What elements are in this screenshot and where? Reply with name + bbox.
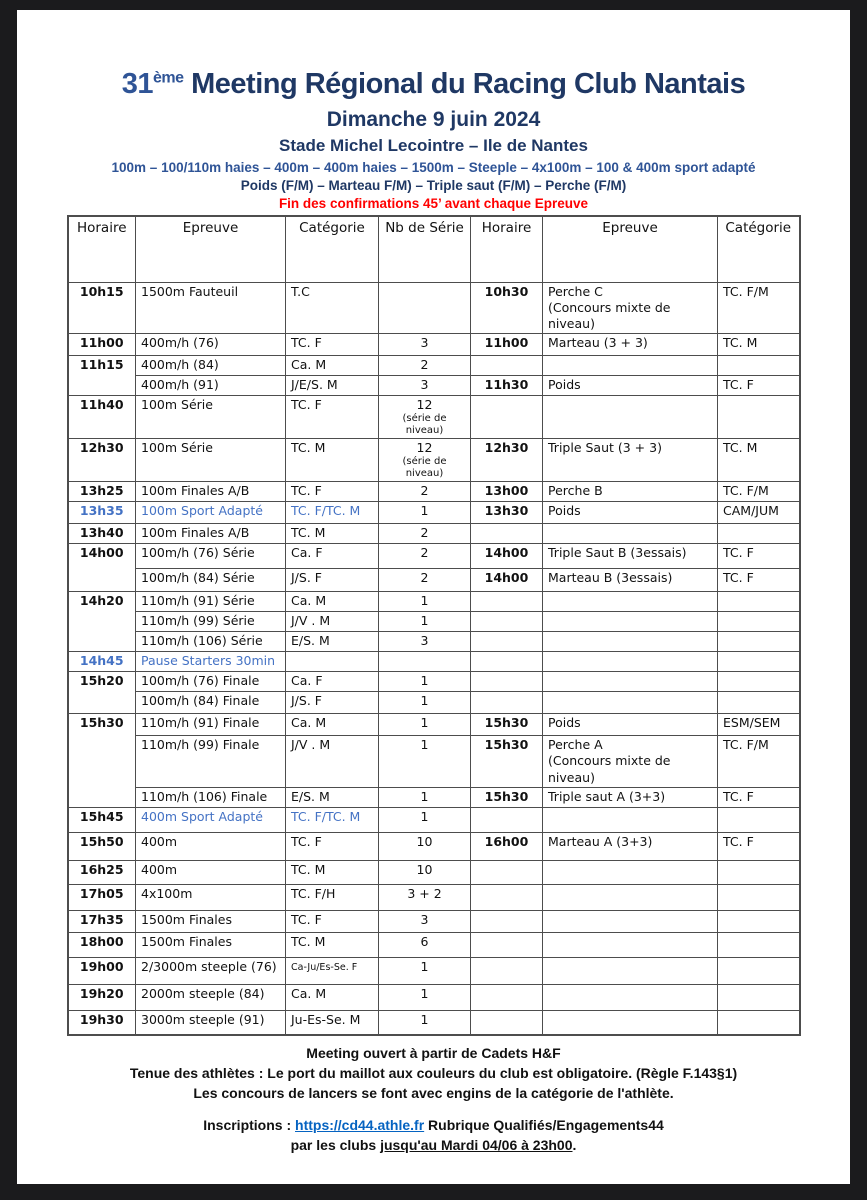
- cell-nb-serie: 2: [379, 569, 471, 592]
- table-row: [68, 672, 800, 692]
- cell-epreuve-left: 100m Finales A/B: [136, 482, 286, 502]
- cell-nb-serie: 1: [379, 592, 471, 612]
- table-row: [68, 910, 800, 932]
- cell-categorie-right: [718, 932, 800, 957]
- cell-epreuve-left: 2000m steeple (84): [136, 984, 286, 1010]
- cell-epreuve-right: [543, 692, 718, 714]
- cell-horaire-right: [471, 672, 543, 692]
- cell-categorie-right: [718, 672, 800, 692]
- inscriptions-line: [17, 1115, 850, 1135]
- cell-categorie-right: [718, 652, 800, 672]
- cell-epreuve-left: Pause Starters 30min: [136, 652, 286, 672]
- cell-categorie-right: [718, 612, 800, 632]
- table-row: [68, 395, 800, 438]
- cell-epreuve-right: [543, 356, 718, 375]
- cell-categorie-right: [718, 524, 800, 544]
- cell-categorie-right: TC. F: [718, 544, 800, 569]
- table-row: [68, 807, 800, 832]
- cell-epreuve-right: [543, 984, 718, 1010]
- table-row: [68, 884, 800, 910]
- cell-epreuve-right: Triple saut A (3+3): [543, 787, 718, 807]
- cell-horaire-left: 15h30: [68, 714, 136, 808]
- table-row: [68, 984, 800, 1010]
- cell-epreuve-right: Poids: [543, 714, 718, 736]
- cell-epreuve-right: [543, 1010, 718, 1035]
- cell-nb-serie: 1: [379, 714, 471, 736]
- cell-horaire-left: 15h45: [68, 807, 136, 832]
- cell-horaire-right: 15h30: [471, 787, 543, 807]
- footer-spacer: [17, 1103, 850, 1115]
- cell-horaire-right: [471, 1010, 543, 1035]
- column-header-horaire-left: Horaire: [68, 216, 136, 282]
- cell-horaire-left: 13h35: [68, 502, 136, 524]
- cell-horaire-left: 18h00: [68, 932, 136, 957]
- cell-nb-serie: 12 (série de niveau): [379, 395, 471, 438]
- table-row: [68, 282, 800, 334]
- cell-nb-serie: [379, 282, 471, 334]
- cell-horaire-right: 16h00: [471, 832, 543, 860]
- cell-categorie-left: TC. M: [286, 860, 379, 884]
- cell-nb-serie: 10: [379, 860, 471, 884]
- cell-horaire-right: 14h00: [471, 544, 543, 569]
- cell-categorie-left: J/V . M: [286, 612, 379, 632]
- table-row: [68, 502, 800, 524]
- cell-epreuve-right: [543, 395, 718, 438]
- cell-horaire-left: 15h50: [68, 832, 136, 860]
- cell-categorie-right: TC. F: [718, 569, 800, 592]
- table-row: [68, 714, 800, 736]
- cell-epreuve-left: 3000m steeple (91): [136, 1010, 286, 1035]
- cell-epreuve-right: Marteau A (3+3): [543, 832, 718, 860]
- cell-horaire-left: 17h35: [68, 910, 136, 932]
- cell-categorie-right: TC. M: [718, 334, 800, 356]
- cell-categorie-left: Ca. M: [286, 714, 379, 736]
- cell-epreuve-left: 100m/h (76) Série: [136, 544, 286, 569]
- cell-categorie-left: TC. F/TC. M: [286, 502, 379, 524]
- table-row: [68, 612, 800, 632]
- cell-categorie-left: TC. M: [286, 438, 379, 481]
- table-row: [68, 957, 800, 984]
- cell-categorie-right: [718, 395, 800, 438]
- cell-epreuve-right: [543, 910, 718, 932]
- cell-epreuve-left: 4x100m: [136, 884, 286, 910]
- document-footer: [17, 1043, 850, 1155]
- event-venue: Stade Michel Lecointre – Ile de Nantes: [279, 136, 588, 155]
- cell-epreuve-right: Perche A (Concours mixte de niveau): [543, 736, 718, 788]
- cell-nb-serie: 2: [379, 356, 471, 375]
- cell-epreuve-left: 400m: [136, 860, 286, 884]
- column-header-categorie-right: Catégorie: [718, 216, 800, 282]
- cell-epreuve-left: 110m/h (91) Série: [136, 592, 286, 612]
- cell-epreuve-right: [543, 860, 718, 884]
- cell-epreuve-right: Poids: [543, 502, 718, 524]
- table-row: [68, 736, 800, 788]
- cell-categorie-right: [718, 957, 800, 984]
- cell-epreuve-right: [543, 592, 718, 612]
- cell-nb-serie: 2: [379, 544, 471, 569]
- title-text: Meeting Régional du Racing Club Nantais: [183, 68, 746, 100]
- inscriptions-suffix: Rubrique Qualifiés/Engagements44: [424, 1117, 664, 1134]
- cell-categorie-left: Ca. F: [286, 544, 379, 569]
- cell-categorie-left: Ca-Ju/Es-Se. F: [286, 957, 379, 984]
- cell-horaire-left: 19h30: [68, 1010, 136, 1035]
- cell-epreuve-right: [543, 807, 718, 832]
- deadline-line: [17, 1135, 850, 1155]
- table-row: [68, 375, 800, 395]
- cell-horaire-left: 16h25: [68, 860, 136, 884]
- cell-nb-serie: 1: [379, 787, 471, 807]
- cell-epreuve-left: 100m/h (76) Finale: [136, 672, 286, 692]
- cell-nb-serie: 1: [379, 672, 471, 692]
- cell-categorie-right: [718, 807, 800, 832]
- cell-horaire-left: 15h20: [68, 672, 136, 714]
- cell-categorie-right: ESM/SEM: [718, 714, 800, 736]
- cell-epreuve-left: 100m Finales A/B: [136, 524, 286, 544]
- cell-epreuve-right: Poids: [543, 375, 718, 395]
- cell-nb-serie: 3: [379, 632, 471, 652]
- cell-horaire-left: 14h45: [68, 652, 136, 672]
- cell-nb-serie: 3: [379, 334, 471, 356]
- table-row: [68, 787, 800, 807]
- cell-epreuve-left: 400m/h (84): [136, 356, 286, 375]
- footer-note-implements: Les concours de lancers se font avec engins de la catégorie de l'athlète.: [193, 1085, 674, 1102]
- document-header: [17, 68, 850, 211]
- cell-horaire-right: [471, 932, 543, 957]
- title-edition-suffix: ème: [153, 69, 184, 87]
- cell-nb-serie: 1: [379, 612, 471, 632]
- cell-epreuve-right: Marteau (3 + 3): [543, 334, 718, 356]
- cell-epreuve-left: 110m/h (106) Finale: [136, 787, 286, 807]
- table-row: [68, 1010, 800, 1035]
- cell-horaire-left: 14h00: [68, 544, 136, 592]
- cell-categorie-left: T.C: [286, 282, 379, 334]
- cell-horaire-right: [471, 884, 543, 910]
- cell-horaire-right: [471, 692, 543, 714]
- cell-categorie-left: [286, 652, 379, 672]
- cell-horaire-right: 12h30: [471, 438, 543, 481]
- cell-nb-serie: 1: [379, 957, 471, 984]
- cell-epreuve-left: 110m/h (99) Série: [136, 612, 286, 632]
- cell-nb-serie: 3 + 2: [379, 884, 471, 910]
- column-header-epreuve-left: Epreuve: [136, 216, 286, 282]
- cell-epreuve-left: 110m/h (91) Finale: [136, 714, 286, 736]
- cell-categorie-right: [718, 592, 800, 612]
- cell-epreuve-right: [543, 884, 718, 910]
- cell-epreuve-left: 100m Série: [136, 395, 286, 438]
- cell-categorie-right: [718, 860, 800, 884]
- cell-epreuve-right: [543, 612, 718, 632]
- cell-categorie-right: TC. M: [718, 438, 800, 481]
- cell-categorie-left: J/S. F: [286, 569, 379, 592]
- cell-epreuve-right: [543, 632, 718, 652]
- cell-categorie-left: J/E/S. M: [286, 375, 379, 395]
- cell-categorie-right: TC. F/M: [718, 282, 800, 334]
- cell-nb-serie: 1: [379, 807, 471, 832]
- cell-categorie-left: TC. M: [286, 932, 379, 957]
- deadline-date: jusqu'au Mardi 04/06 à 23h00: [380, 1137, 573, 1154]
- cell-categorie-left: TC. F: [286, 832, 379, 860]
- cell-horaire-left: 11h40: [68, 395, 136, 438]
- cell-epreuve-left: 400m/h (76): [136, 334, 286, 356]
- table-row: [68, 592, 800, 612]
- table-row: [68, 482, 800, 502]
- footer-note-jersey: Tenue des athlètes : Le port du maillot aux couleurs du club est obligatoire. (Règle F.143§1): [129, 1065, 738, 1082]
- cell-epreuve-right: Marteau B (3essais): [543, 569, 718, 592]
- table-row: [68, 860, 800, 884]
- cell-epreuve-right: Perche C (Concours mixte de niveau): [543, 282, 718, 334]
- table-row: [68, 569, 800, 592]
- document-page: [17, 10, 850, 1184]
- cell-horaire-left: 17h05: [68, 884, 136, 910]
- cell-epreuve-right: Triple Saut B (3essais): [543, 544, 718, 569]
- column-header-nb-serie: Nb de Série: [379, 216, 471, 282]
- cell-horaire-left: 19h00: [68, 957, 136, 984]
- table-row: [68, 544, 800, 569]
- cell-epreuve-left: 1500m Fauteuil: [136, 282, 286, 334]
- cell-horaire-left: 10h15: [68, 282, 136, 334]
- cell-nb-serie: 1: [379, 984, 471, 1010]
- cell-epreuve-right: Perche B: [543, 482, 718, 502]
- cell-horaire-right: [471, 632, 543, 652]
- cell-categorie-right: TC. F/M: [718, 736, 800, 788]
- table-row: [68, 356, 800, 375]
- cell-epreuve-left: 100m Sport Adapté: [136, 502, 286, 524]
- cell-horaire-left: 14h20: [68, 592, 136, 652]
- cell-epreuve-left: 110m/h (99) Finale: [136, 736, 286, 788]
- event-date: Dimanche 9 juin 2024: [326, 108, 541, 131]
- cell-categorie-right: [718, 356, 800, 375]
- cell-epreuve-left: 1500m Finales: [136, 932, 286, 957]
- cell-categorie-right: [718, 910, 800, 932]
- header-row: [68, 216, 800, 282]
- column-header-epreuve-right: Epreuve: [543, 216, 718, 282]
- schedule-table: [67, 215, 801, 1036]
- cell-categorie-right: CAM/JUM: [718, 502, 800, 524]
- cell-horaire-right: [471, 612, 543, 632]
- cell-nb-serie: 2: [379, 482, 471, 502]
- cell-epreuve-left: 2/3000m steeple (76): [136, 957, 286, 984]
- cell-nb-serie: 2: [379, 524, 471, 544]
- footer-note-open: Meeting ouvert à partir de Cadets H&F: [306, 1045, 561, 1062]
- cell-categorie-right: [718, 632, 800, 652]
- cell-nb-serie: [379, 652, 471, 672]
- cell-nb-serie: 12 (série de niveau): [379, 438, 471, 481]
- cell-nb-serie: 1: [379, 692, 471, 714]
- cell-horaire-left: 13h25: [68, 482, 136, 502]
- cell-categorie-right: TC. F/M: [718, 482, 800, 502]
- cell-nb-serie: 10: [379, 832, 471, 860]
- cell-categorie-left: E/S. M: [286, 632, 379, 652]
- cell-horaire-right: [471, 910, 543, 932]
- cell-nb-serie: 1: [379, 502, 471, 524]
- cell-horaire-right: 15h30: [471, 714, 543, 736]
- cell-categorie-left: TC. M: [286, 524, 379, 544]
- cell-categorie-left: TC. F: [286, 334, 379, 356]
- cell-epreuve-right: [543, 957, 718, 984]
- cell-categorie-right: [718, 984, 800, 1010]
- cell-categorie-left: TC. F/H: [286, 884, 379, 910]
- cell-epreuve-left: 100m/h (84) Finale: [136, 692, 286, 714]
- cell-horaire-left: 11h15: [68, 356, 136, 395]
- cell-horaire-right: 13h00: [471, 482, 543, 502]
- cell-categorie-right: [718, 692, 800, 714]
- cell-nb-serie: 3: [379, 375, 471, 395]
- table-row: [68, 632, 800, 652]
- table-row: [68, 652, 800, 672]
- cell-horaire-left: 12h30: [68, 438, 136, 481]
- cell-nb-serie: 1: [379, 1010, 471, 1035]
- cell-horaire-right: 13h30: [471, 502, 543, 524]
- table-row: [68, 524, 800, 544]
- cell-epreuve-left: 100m Série: [136, 438, 286, 481]
- cell-horaire-right: 11h30: [471, 375, 543, 395]
- table-row: [68, 832, 800, 860]
- cell-horaire-right: [471, 356, 543, 375]
- cell-categorie-left: Ca. M: [286, 356, 379, 375]
- page-title: [17, 68, 850, 101]
- cell-horaire-right: [471, 957, 543, 984]
- cell-categorie-left: Ca. F: [286, 672, 379, 692]
- cell-nb-serie: 6: [379, 932, 471, 957]
- cell-horaire-right: [471, 860, 543, 884]
- cell-categorie-right: [718, 1010, 800, 1035]
- cell-horaire-right: 14h00: [471, 569, 543, 592]
- cell-categorie-right: [718, 884, 800, 910]
- inscriptions-label: Inscriptions :: [203, 1117, 296, 1134]
- cell-horaire-right: [471, 652, 543, 672]
- cell-categorie-left: TC. F: [286, 395, 379, 438]
- cell-categorie-left: J/V . M: [286, 736, 379, 788]
- column-header-horaire-right: Horaire: [471, 216, 543, 282]
- cell-horaire-right: 10h30: [471, 282, 543, 334]
- confirmation-warning: Fin des confirmations 45’ avant chaque Epreuve: [278, 196, 589, 211]
- table-row: [68, 438, 800, 481]
- cell-categorie-right: TC. F: [718, 832, 800, 860]
- events-list-field: Poids (F/M) – Marteau F/M) – Triple saut (F/M) – Perche (F/M): [240, 178, 627, 193]
- cell-categorie-right: TC. F: [718, 375, 800, 395]
- cell-horaire-right: [471, 592, 543, 612]
- deadline-prefix: par les clubs: [290, 1137, 381, 1154]
- cell-epreuve-left: 100m/h (84) Série: [136, 569, 286, 592]
- cell-epreuve-left: 1500m Finales: [136, 910, 286, 932]
- cell-horaire-right: 11h00: [471, 334, 543, 356]
- table-row: [68, 692, 800, 714]
- cell-epreuve-right: [543, 932, 718, 957]
- cell-epreuve-left: 400m Sport Adapté: [136, 807, 286, 832]
- cell-epreuve-left: 110m/h (106) Série: [136, 632, 286, 652]
- column-header-categorie-left: Catégorie: [286, 216, 379, 282]
- cell-horaire-right: [471, 524, 543, 544]
- cell-categorie-left: TC. F: [286, 482, 379, 502]
- cell-horaire-right: [471, 984, 543, 1010]
- cell-nb-serie: 3: [379, 910, 471, 932]
- cell-horaire-left: 19h20: [68, 984, 136, 1010]
- cell-epreuve-right: [543, 672, 718, 692]
- deadline-period: .: [572, 1137, 577, 1154]
- cell-epreuve-left: 400m: [136, 832, 286, 860]
- table-row: [68, 932, 800, 957]
- cell-categorie-right: TC. F: [718, 787, 800, 807]
- cell-horaire-left: 13h40: [68, 524, 136, 544]
- cell-epreuve-right: [543, 524, 718, 544]
- cell-categorie-left: TC. F: [286, 910, 379, 932]
- cell-categorie-left: Ju-Es-Se. M: [286, 1010, 379, 1035]
- inscriptions-link[interactable]: https://cd44.athle.fr: [295, 1117, 425, 1134]
- cell-horaire-right: [471, 807, 543, 832]
- table-row: [68, 334, 800, 356]
- cell-categorie-left: Ca. M: [286, 984, 379, 1010]
- cell-epreuve-left: 400m/h (91): [136, 375, 286, 395]
- cell-horaire-right: 15h30: [471, 736, 543, 788]
- cell-categorie-left: TC. F/TC. M: [286, 807, 379, 832]
- cell-categorie-left: J/S. F: [286, 692, 379, 714]
- cell-epreuve-right: [543, 652, 718, 672]
- cell-nb-serie: 1: [379, 736, 471, 788]
- cell-horaire-left: 11h00: [68, 334, 136, 356]
- cell-categorie-left: Ca. M: [286, 592, 379, 612]
- cell-horaire-right: [471, 395, 543, 438]
- events-list-track: 100m – 100/110m haies – 400m – 400m haies – 1500m – Steeple – 4x100m – 100 & 400m sport adapté: [111, 160, 756, 175]
- cell-categorie-left: E/S. M: [286, 787, 379, 807]
- cell-epreuve-right: Triple Saut (3 + 3): [543, 438, 718, 481]
- title-edition-number: 31: [121, 68, 154, 100]
